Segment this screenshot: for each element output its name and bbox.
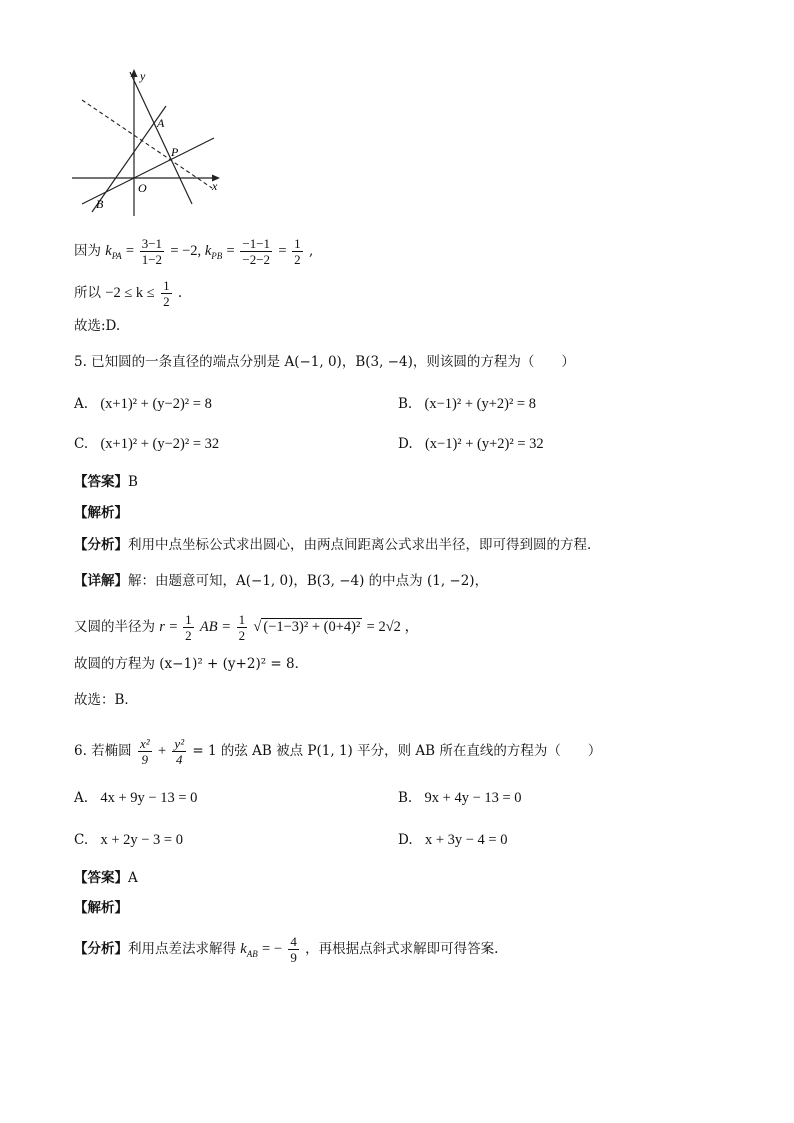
- q5-option-b: [398, 394, 536, 414]
- label-a: A: [157, 116, 165, 130]
- q5-radius-prefix: 又圆的半径为: [74, 619, 160, 635]
- q5-half-den: 2: [185, 628, 192, 643]
- frac-pb-den: −2−2: [242, 252, 271, 267]
- q6-option-c: [74, 830, 183, 850]
- q5-detail-tag: 【详解】: [74, 573, 128, 589]
- q5-option-a-label: A.: [74, 396, 89, 412]
- q6-fenxi-tag: 【分析】: [74, 941, 128, 957]
- q6-k-den: 9: [290, 950, 297, 965]
- q5-equation: 故圆的方程为 (x−1)² + (y+2)² = 8．: [74, 656, 309, 672]
- q5-radius-eq: =: [169, 619, 182, 635]
- q5-option-d-text: (x−1)² + (y+2)² = 32: [424, 436, 544, 452]
- q6-option-c-label: C.: [74, 832, 89, 848]
- range-line: [74, 278, 182, 309]
- q5-stem: 5. 已知圆的一条直径的端点分别是 A(−1, 0)，B(3, −4)，则该圆的方程为（ ）: [74, 354, 575, 370]
- q6-k-num: 4: [290, 934, 297, 949]
- q6-k-eq: = −: [262, 941, 283, 957]
- q5-option-b-text: (x−1)² + (y+2)² = 8: [424, 396, 536, 412]
- q6-option-a-text: 4x + 9y − 13 = 0: [100, 790, 198, 806]
- q5-fenxi-text: 利用中点坐标公式求出圆心，由两点间距离公式求出半径，即可得到圆的方程．: [128, 537, 601, 553]
- q6-ellipse-den-1: 9: [141, 752, 149, 767]
- so-expr: −2 ≤ k ≤: [105, 285, 155, 301]
- q6-stem-suffix: = 1 的弦 AB 被点 P(1, 1) 平分，则 AB 所在直线的方程为（ ）: [192, 743, 602, 759]
- q5-option-d: [398, 434, 544, 454]
- q5-radius-ab: AB =: [199, 619, 235, 635]
- q6-option-b-text: 9x + 4y − 13 = 0: [424, 790, 522, 806]
- q6-analysis: [74, 898, 128, 918]
- k-pb: [205, 243, 222, 259]
- k-pa-sub: PA: [111, 250, 122, 261]
- frac-pa-num: 3−1: [141, 236, 163, 251]
- q5-option-a: [74, 394, 212, 414]
- k-pb-sub: PB: [211, 250, 223, 261]
- q6-option-b-label: B.: [398, 790, 413, 806]
- slope-line: 因为 $k_{PA}$ = $\frac{3-1}{1-2}$ = −2, $k_{PB}$ = $\frac{-1-1}{-2-2}$ = $\frac{1}{2}$ ,: [74, 236, 314, 267]
- q6-option-a-label: A.: [74, 790, 89, 806]
- q5-radius-r: r: [159, 619, 165, 635]
- q5-half-num: 1: [185, 612, 192, 627]
- q5-radius-end: = 2√2 ，: [366, 619, 420, 635]
- q6-option-b: [398, 788, 522, 808]
- q5-option-a-text: (x+1)² + (y−2)² = 8: [100, 396, 212, 412]
- q6-option-a: [74, 788, 197, 808]
- q5-half-num-2: 1: [238, 612, 246, 627]
- q5-choose: 故选：B．: [74, 692, 138, 708]
- q5-option-c: [74, 434, 219, 454]
- dashed-line: [82, 100, 212, 188]
- q5-answer-tag: 【答案】: [74, 474, 128, 490]
- q5-fenxi-tag: 【分析】: [74, 537, 128, 553]
- q6-k-ab: [240, 941, 257, 957]
- q5-answer-value: B: [128, 474, 138, 490]
- q6-k-frac: [288, 934, 299, 965]
- slope-mid: = −2,: [170, 243, 205, 259]
- q5-analysis: [74, 503, 128, 523]
- q6-option-d: [398, 830, 507, 850]
- label-y: y: [140, 69, 146, 83]
- q6-ellipse-num-1: x²: [139, 736, 150, 751]
- k-pb-lead: k: [204, 243, 212, 259]
- q6-k-lead: k: [240, 941, 247, 957]
- q6-option-d-label: D.: [398, 832, 413, 848]
- q6-answer: [74, 868, 138, 888]
- frac-half: [292, 236, 303, 267]
- label-x: x: [212, 179, 218, 193]
- q6-stem-prefix: 6. 若椭圆: [74, 743, 132, 759]
- frac-pa-den: 1−2: [141, 252, 163, 267]
- q5-analysis-tag: 【解析】: [74, 505, 128, 521]
- q5-answer: [74, 472, 138, 492]
- q5-option-c-text: (x+1)² + (y−2)² = 32: [100, 436, 220, 452]
- q5-option-c-label: C.: [74, 436, 89, 452]
- q6-stem: [74, 736, 601, 767]
- q6-ellipse-frac-2: [172, 736, 186, 767]
- label-b: B: [96, 197, 104, 211]
- k-pa: [105, 243, 121, 259]
- frac-pa: [140, 236, 164, 267]
- q5-half-frac-2: [237, 612, 248, 643]
- q5-radius-sqrt: (−1−3)² + (0+4)²: [263, 619, 361, 635]
- so-frac-den: 2: [163, 294, 170, 309]
- q6-option-c-text: x + 2y − 3 = 0: [100, 832, 183, 848]
- so-prefix: 所以: [74, 285, 101, 301]
- q6-fenxi: [74, 934, 498, 965]
- q6-answer-value: A: [128, 870, 138, 886]
- frac-pb: [240, 236, 272, 267]
- frac-pb-num: −1−1: [242, 236, 271, 251]
- q5-option-b-label: B.: [398, 396, 413, 412]
- q6-k-sub: AB: [246, 948, 258, 959]
- q6-ellipse-num-2: y²: [174, 736, 185, 751]
- coordinate-figure: [70, 66, 230, 218]
- so-end: .: [177, 285, 183, 301]
- frac-half-den: 2: [294, 252, 301, 267]
- q6-ellipse-den-2: 4: [176, 752, 183, 767]
- q5-detail-text: 解：由题意可知，A(−1, 0)，B(3, −4) 的中点为 (1, −2)，: [128, 573, 489, 589]
- so-frac-num: 1: [163, 278, 170, 293]
- line-bp: [82, 138, 214, 204]
- q6-option-d-text: x + 3y − 4 = 0: [424, 832, 508, 848]
- q5-fenxi: [74, 535, 601, 555]
- k-pa-lead: k: [105, 243, 112, 259]
- q5-option-d-label: D.: [398, 436, 413, 452]
- q6-answer-tag: 【答案】: [74, 870, 128, 886]
- label-o: O: [138, 181, 147, 195]
- frac-half-num: 1: [294, 236, 301, 251]
- prev-choose: 故选:D.: [74, 318, 121, 334]
- q6-ellipse-plus: +: [157, 743, 167, 759]
- because-prefix: 因为: [74, 243, 101, 259]
- q5-half-frac: [183, 612, 194, 643]
- label-p: P: [171, 145, 179, 159]
- q6-ellipse-frac-1: [138, 736, 152, 767]
- q5-radius: 又圆的半径为 r = $\frac{1}{2}$ AB = $\frac{1}{2}$ √ (−1−3)² + (0+4)² = 2√2 ，: [74, 612, 420, 643]
- q5-detail: [74, 571, 488, 591]
- q6-fenxi-suffix: ，再根据点斜式求解即可得答案.: [305, 941, 499, 957]
- slope-end: ,: [308, 243, 314, 259]
- q6-analysis-tag: 【解析】: [74, 900, 128, 916]
- q6-fenxi-prefix: 利用点差法求解得: [128, 941, 241, 957]
- q5-half-den-2: 2: [238, 628, 246, 643]
- so-frac: [161, 278, 172, 309]
